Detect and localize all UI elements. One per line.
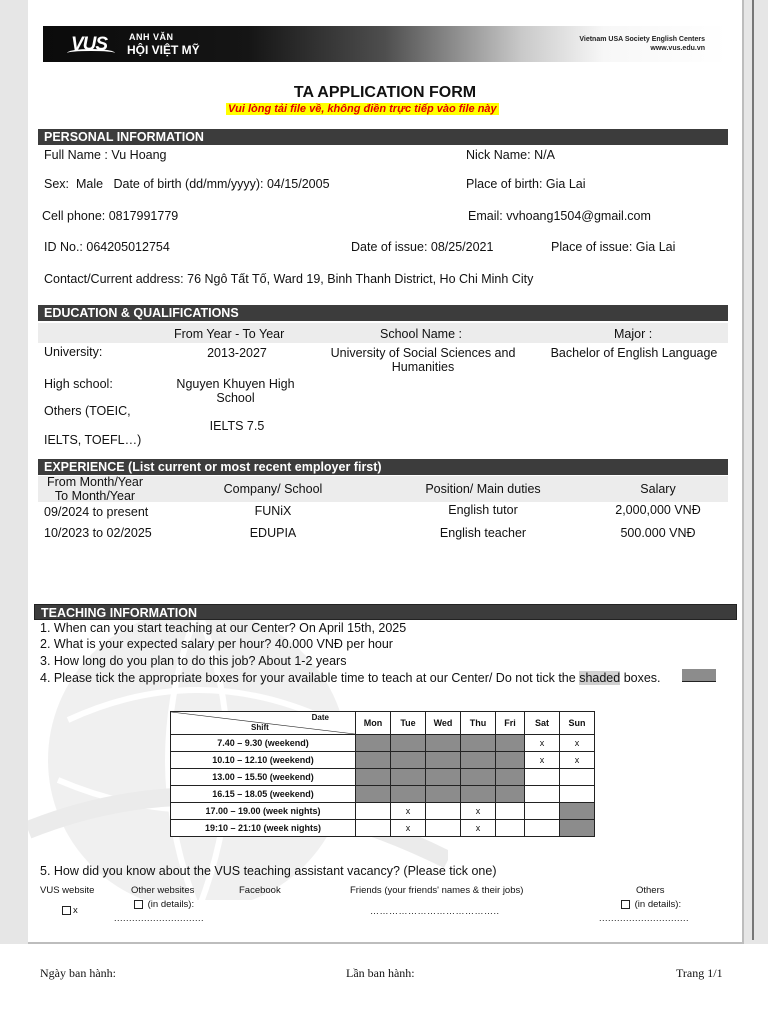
day-sat: Sat — [525, 712, 560, 735]
slot-tue — [391, 786, 426, 803]
footer-page: Trang 1/1 — [676, 966, 723, 980]
slot-tue — [391, 752, 426, 769]
exp-row-1-period: 09/2024 to present — [44, 505, 149, 519]
university-school: University of Social Sciences and Humanities — [330, 346, 516, 374]
slot-wed[interactable] — [426, 803, 461, 820]
tick-mark: x — [539, 738, 545, 748]
slot-mon — [356, 735, 391, 752]
schedule-row — [171, 769, 595, 786]
schedule-row — [171, 803, 595, 820]
slot-tue[interactable] — [391, 803, 426, 820]
teaching-q1: 1. When can you start teaching at our Center? On April 15th, 2025 — [40, 621, 407, 635]
teaching-q4-shaded: shaded — [579, 671, 621, 685]
others-checkbox-icon[interactable] — [621, 900, 630, 909]
slot-thu[interactable] — [461, 803, 496, 820]
schedule-row — [171, 735, 595, 752]
tick-mark: x — [405, 823, 411, 833]
education-heading: EDUCATION & QUALIFICATIONS — [38, 305, 728, 321]
email: Email: vvhoang1504@gmail.com — [468, 209, 651, 223]
slot-thu — [461, 735, 496, 752]
slot-wed — [426, 769, 461, 786]
slot-tue — [391, 735, 426, 752]
source-other-websites: Other websites — [131, 885, 195, 896]
slot-sat[interactable] — [525, 820, 560, 837]
day-tue: Tue — [391, 712, 426, 735]
form-title: TA APPLICATION FORM — [293, 84, 477, 101]
others-value: IELTS 7.5 — [209, 419, 265, 433]
university-years: 2013-2027 — [207, 346, 267, 360]
slot-sat[interactable] — [525, 769, 560, 786]
others-dots: .............................. — [599, 913, 690, 923]
slot-sun — [560, 803, 595, 820]
slot-sun[interactable] — [560, 752, 595, 769]
tick-mark: x — [574, 738, 580, 748]
tick-mark: x — [475, 823, 481, 833]
footer-issue-date: Ngày ban hành: — [40, 966, 116, 980]
shift-label-cell: 19:10 – 21:10 (week nights) — [171, 820, 356, 837]
col-company: Company/ School — [223, 482, 323, 496]
highschool-name: Nguyen Khuyen High School — [176, 377, 295, 405]
shift-label-cell: 10.10 – 12.10 (weekend) — [171, 752, 356, 769]
slot-thu[interactable] — [461, 820, 496, 837]
col-school: School Name : — [380, 327, 462, 341]
col-major: Major : — [614, 327, 653, 341]
source-others: Others — [636, 885, 665, 896]
schedule-row — [171, 820, 595, 837]
teaching-heading: TEACHING INFORMATION — [34, 604, 737, 620]
col-years: From Year - To Year — [174, 327, 285, 341]
tick-mark: x — [405, 806, 411, 816]
other-websites-details: (in details): — [147, 899, 195, 910]
shift-label-cell: 13.00 – 15.50 (weekend) — [171, 769, 356, 786]
slot-mon — [356, 769, 391, 786]
slot-wed — [426, 752, 461, 769]
logo-swoosh-icon — [67, 49, 115, 57]
slot-sun[interactable] — [560, 769, 595, 786]
others-details: (in details): — [634, 899, 682, 910]
teaching-q3: 3. How long do you plan to do this job? About 1-2 years — [40, 654, 347, 668]
shift-label-cell: 7.40 – 9.30 (weekend) — [171, 735, 356, 752]
slot-tue[interactable] — [391, 820, 426, 837]
col-from-1: From Month/Year — [46, 475, 144, 489]
org-url: www.vus.edu.vn — [650, 45, 705, 52]
slot-fri[interactable] — [496, 820, 525, 837]
logo-anhvan-text: ANH VĂN — [129, 32, 174, 42]
col-position: Position/ Main duties — [425, 482, 541, 496]
slot-mon[interactable] — [356, 820, 391, 837]
date-of-issue: Date of issue: 08/25/2021 — [351, 240, 494, 254]
day-mon: Mon — [356, 712, 391, 735]
footer-issue-no: Lần ban hành: — [346, 966, 415, 980]
slot-mon[interactable] — [356, 803, 391, 820]
id-no: ID No.: 064205012754 — [44, 240, 170, 254]
teaching-q4-end: boxes. — [623, 671, 661, 685]
slot-fri — [496, 752, 525, 769]
university-major: Bachelor of English Language — [550, 346, 718, 360]
nick-name: Nick Name: N/A — [466, 148, 555, 162]
friends-dots: ………………………………….. — [370, 906, 500, 916]
exp-row-2-salary: 500.000 VNĐ — [620, 526, 696, 540]
tick-mark: x — [574, 755, 580, 765]
shift-label-cell: 16.15 – 18.05 (weekend) — [171, 786, 356, 803]
slot-mon — [356, 786, 391, 803]
source-facebook: Facebook — [239, 885, 281, 896]
vus-check-mark: x — [73, 905, 78, 916]
slot-sat[interactable] — [525, 803, 560, 820]
header-banner — [43, 26, 727, 62]
other-websites-checkbox[interactable] — [134, 899, 194, 910]
col-from-2: To Month/Year — [54, 489, 136, 503]
experience-heading: EXPERIENCE (List current or most recent employer first) — [38, 459, 728, 475]
cell-phone: Cell phone: 0817991779 — [42, 209, 179, 223]
schedule-row — [171, 786, 595, 803]
vus-checkbox-icon[interactable] — [62, 906, 71, 915]
exp-row-1-salary: 2,000,000 VNĐ — [615, 503, 701, 517]
sex-dob: Sex: Male Date of birth (dd/mm/yyyy): 04/15/2005 — [44, 177, 330, 191]
col-salary: Salary — [640, 482, 676, 496]
day-fri: Fri — [496, 712, 525, 735]
slot-tue — [391, 769, 426, 786]
slot-thu — [461, 786, 496, 803]
full-name: Full Name : Vu Hoang — [44, 148, 167, 162]
exp-row-2-period: 10/2023 to 02/2025 — [44, 526, 152, 540]
personal-heading: PERSONAL INFORMATION — [38, 129, 728, 145]
form-page — [28, 0, 744, 944]
schedule-corner — [171, 712, 356, 735]
date-label: Date — [311, 713, 329, 722]
slot-fri[interactable] — [496, 803, 525, 820]
highschool-label: High school: — [44, 377, 113, 391]
page-footer — [0, 944, 768, 1024]
vus-logo: VUS — [71, 34, 108, 55]
others-checkbox[interactable] — [621, 899, 681, 910]
slot-fri — [496, 769, 525, 786]
teaching-q5: 5. How did you know about the VUS teaching assistant vacancy? (Please tick one) — [40, 864, 497, 878]
source-vus-website: VUS website — [40, 885, 95, 896]
slot-sat[interactable] — [525, 735, 560, 752]
address: Contact/Current address: 76 Ngô Tất Tố, Ward 19, Binh Thanh District, Ho Chi Minh City — [44, 272, 534, 286]
slot-sun[interactable] — [560, 786, 595, 803]
slot-wed — [426, 735, 461, 752]
university-label: University: — [44, 345, 103, 359]
slot-fri — [496, 735, 525, 752]
form-subtitle: Vui lòng tải file về, không điền trực tiếp vào file này — [228, 103, 497, 115]
schedule-table — [170, 711, 595, 837]
org-name: Vietnam USA Society English Centers — [579, 36, 705, 43]
slot-sat[interactable] — [525, 786, 560, 803]
teaching-q2: 2. What is your expected salary per hour? 40.000 VNĐ per hour — [40, 637, 393, 651]
shaded-box-sample — [682, 669, 716, 682]
schedule-row — [171, 752, 595, 769]
exp-row-1-position: English tutor — [448, 503, 518, 517]
page-edge — [752, 0, 754, 940]
day-wed: Wed — [426, 712, 461, 735]
slot-sun — [560, 820, 595, 837]
source-friends: Friends (your friends' names & their jobs) — [350, 885, 524, 896]
exp-row-1-company: FUNiX — [254, 504, 292, 518]
slot-sun[interactable] — [560, 735, 595, 752]
slot-wed[interactable] — [426, 820, 461, 837]
teaching-q4 — [40, 671, 661, 685]
other-websites-checkbox-icon[interactable] — [134, 900, 143, 909]
slot-wed — [426, 786, 461, 803]
slot-thu — [461, 769, 496, 786]
exp-row-2-company: EDUPIA — [249, 526, 297, 540]
tick-mark: x — [475, 806, 481, 816]
day-sun: Sun — [560, 712, 595, 735]
teaching-q4-text: 4. Please tick the appropriate boxes for your available time to teach at our Center/ Do not tick the — [40, 671, 576, 685]
slot-mon — [356, 752, 391, 769]
other-websites-dots: .............................. — [114, 913, 205, 923]
tick-mark: x — [539, 755, 545, 765]
others-label-1: Others (TOEIC, — [44, 404, 131, 418]
slot-fri — [496, 786, 525, 803]
exp-row-2-position: English teacher — [439, 526, 527, 540]
others-label-2: IELTS, TOEFL…) — [44, 433, 142, 447]
slot-sat[interactable] — [525, 752, 560, 769]
source-vus-checkbox[interactable] — [62, 905, 78, 916]
shift-label-cell: 17.00 – 19.00 (week nights) — [171, 803, 356, 820]
place-of-issue: Place of issue: Gia Lai — [551, 240, 676, 254]
slot-thu — [461, 752, 496, 769]
place-of-birth: Place of birth: Gia Lai — [466, 177, 586, 191]
shift-label: Shift — [251, 723, 269, 732]
day-thu: Thu — [461, 712, 496, 735]
logo-hoi-text: HỘI VIỆT MỸ — [127, 43, 200, 57]
